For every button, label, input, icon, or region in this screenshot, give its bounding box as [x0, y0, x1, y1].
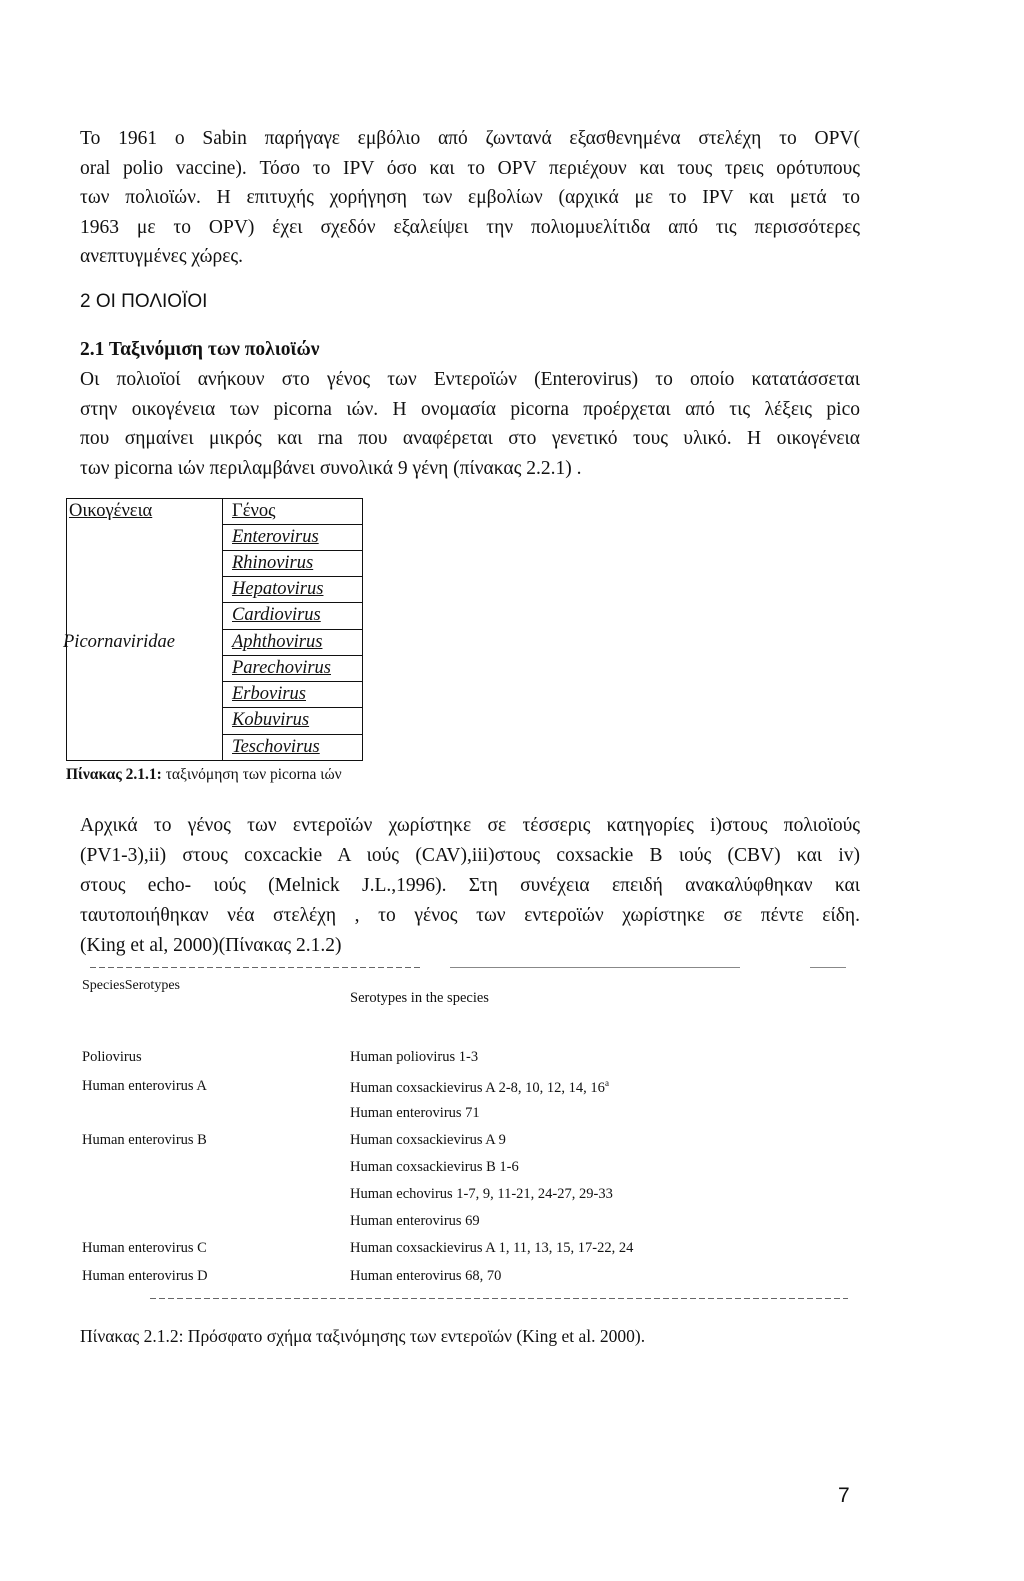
enterovirus-paragraph [80, 811, 860, 961]
text-line: στους echo- ιούς (Melnick J.L.,1996). Στη συνέχεια επειδή ανακαλύφθηκαν και [80, 875, 860, 896]
classification-paragraph [80, 365, 860, 483]
section-heading: 2 ΟΙ ΠΟΛΙΟΪΟΙ [80, 291, 208, 312]
header-family: Οικογένεια [69, 501, 153, 521]
genus-cell: Rhinovirus [232, 553, 314, 573]
family-name: Picornaviridae [63, 632, 176, 652]
serotype-text: Human coxsackievirus A 2-8, 10, 12, 14, 16 [350, 1079, 605, 1096]
text-line: των πολιοϊών. Η επιτυχής χορήγηση των εμβολίων (αρχικά με το IPV και μετά το [80, 187, 860, 208]
text-line: στην οικογένεια των picorna ιών. Η ονομασία picorna προέρχεται από τις λέξεις pico [80, 398, 860, 420]
genus-cell: Aphthovirus [232, 632, 323, 652]
caption-label: Πίνακας 2.1.1: [66, 766, 162, 783]
text-line: Οι πολιοϊοί ανήκουν στο γένος των Εντεροϊών (Enterovirus) το οποίο κατατάσσεται [80, 369, 860, 390]
text-line: oral polio vaccine). Τόσο το IPV όσο και το OPV περιέχουν και τους τρεις ορότυπους [80, 157, 860, 179]
text-line: που σημαίνει μικρός και rna που αναφέρεται στο γενετικό τους υλικό. Η οικογένεια [80, 428, 860, 449]
genus-cell: Teschovirus [232, 737, 320, 757]
genus-cell: Kobuvirus [232, 710, 310, 730]
species-cell: Poliovirus [82, 1049, 142, 1065]
header-genus: Γένος [232, 501, 276, 521]
serotype-cell [350, 1078, 609, 1097]
species-cell: Human enterovirus A [82, 1078, 207, 1094]
genus-cell: Hepatovirus [232, 579, 324, 599]
caption-text: ταξινόμηση των picorna ιών [161, 766, 342, 783]
serotype-cell: Human enterovirus 71 [350, 1105, 480, 1121]
header-serotypes: Serotypes in the species [350, 990, 489, 1006]
serotype-cell: Human echovirus 1-7, 9, 11-21, 24-27, 29-33 [350, 1186, 613, 1202]
genus-cell: Enterovirus [232, 527, 319, 547]
table-top-rule [810, 967, 846, 968]
serotype-cell: Human coxsackievirus A 1, 11, 13, 15, 17-22, 24 [350, 1240, 634, 1256]
table-top-rule [450, 967, 740, 968]
table-bottom-rule [150, 1298, 848, 1299]
text-line: 1963 με το OPV) έχει σχεδόν εξαλείψει την πολιομυελίτιδα από τις περισσότερες [80, 216, 860, 238]
genus-cell: Cardiovirus [232, 605, 321, 625]
text-line: ανεπτυγμένες χώρες. [80, 246, 243, 267]
text-line: (PV1-3),ii) στους coxcackie A ιούς (CAV),iii)στους coxsackie B ιούς (CBV) και iv) [80, 845, 860, 866]
header-species: SpeciesSerotypes [82, 978, 180, 993]
intro-paragraph [80, 124, 860, 272]
serotype-cell: Human enterovirus 68, 70 [350, 1268, 502, 1284]
genus-cell: Parechovirus [232, 658, 331, 678]
species-cell: Human enterovirus B [82, 1132, 207, 1148]
text-line: των picorna ιών περιλαμβάνει συνολικά 9 γένη (πίνακας 2.2.1) . [80, 457, 582, 479]
table2-caption: Πίνακας 2.1.2: Πρόσφατο σχήμα ταξινόμησης των εντεροϊών (King et al. 2000). [80, 1326, 646, 1346]
serotype-cell: Human coxsackievirus A 9 [350, 1132, 506, 1148]
table-top-rule [90, 967, 420, 968]
text-line: Το 1961 ο Sabin παρήγαγε εμβόλιο από ζωντανά εξασθενημένα στελέχη το OPV( [80, 128, 860, 149]
text-line: (King et al, 2000)(Πίνακας 2.1.2) [80, 935, 342, 956]
subsection-heading: 2.1 Ταξινόμιση των πολιοϊών [80, 339, 320, 360]
footnote-mark: a [604, 1078, 609, 1088]
table1-caption [66, 766, 342, 784]
text-line: ταυτοποιήθηκαν νέα στελέχη , το γένος των εντεροϊών χωρίστηκε σε πέντε είδη. [80, 905, 860, 926]
text-line: Αρχικά το γένος των εντεροϊών χωρίστηκε σε τέσσερις κατηγορίες i)στους πολιοϊούς [80, 815, 860, 836]
genus-table [63, 498, 363, 761]
serotype-cell: Human poliovirus 1-3 [350, 1049, 479, 1065]
species-cell: Human enterovirus C [82, 1240, 207, 1256]
serotype-cell: Human enterovirus 69 [350, 1213, 480, 1229]
genus-cell: Erbovirus [232, 684, 306, 704]
serotype-cell: Human coxsackievirus B 1-6 [350, 1159, 519, 1175]
species-cell: Human enterovirus D [82, 1268, 208, 1284]
page-number: 7 [838, 1484, 850, 1507]
